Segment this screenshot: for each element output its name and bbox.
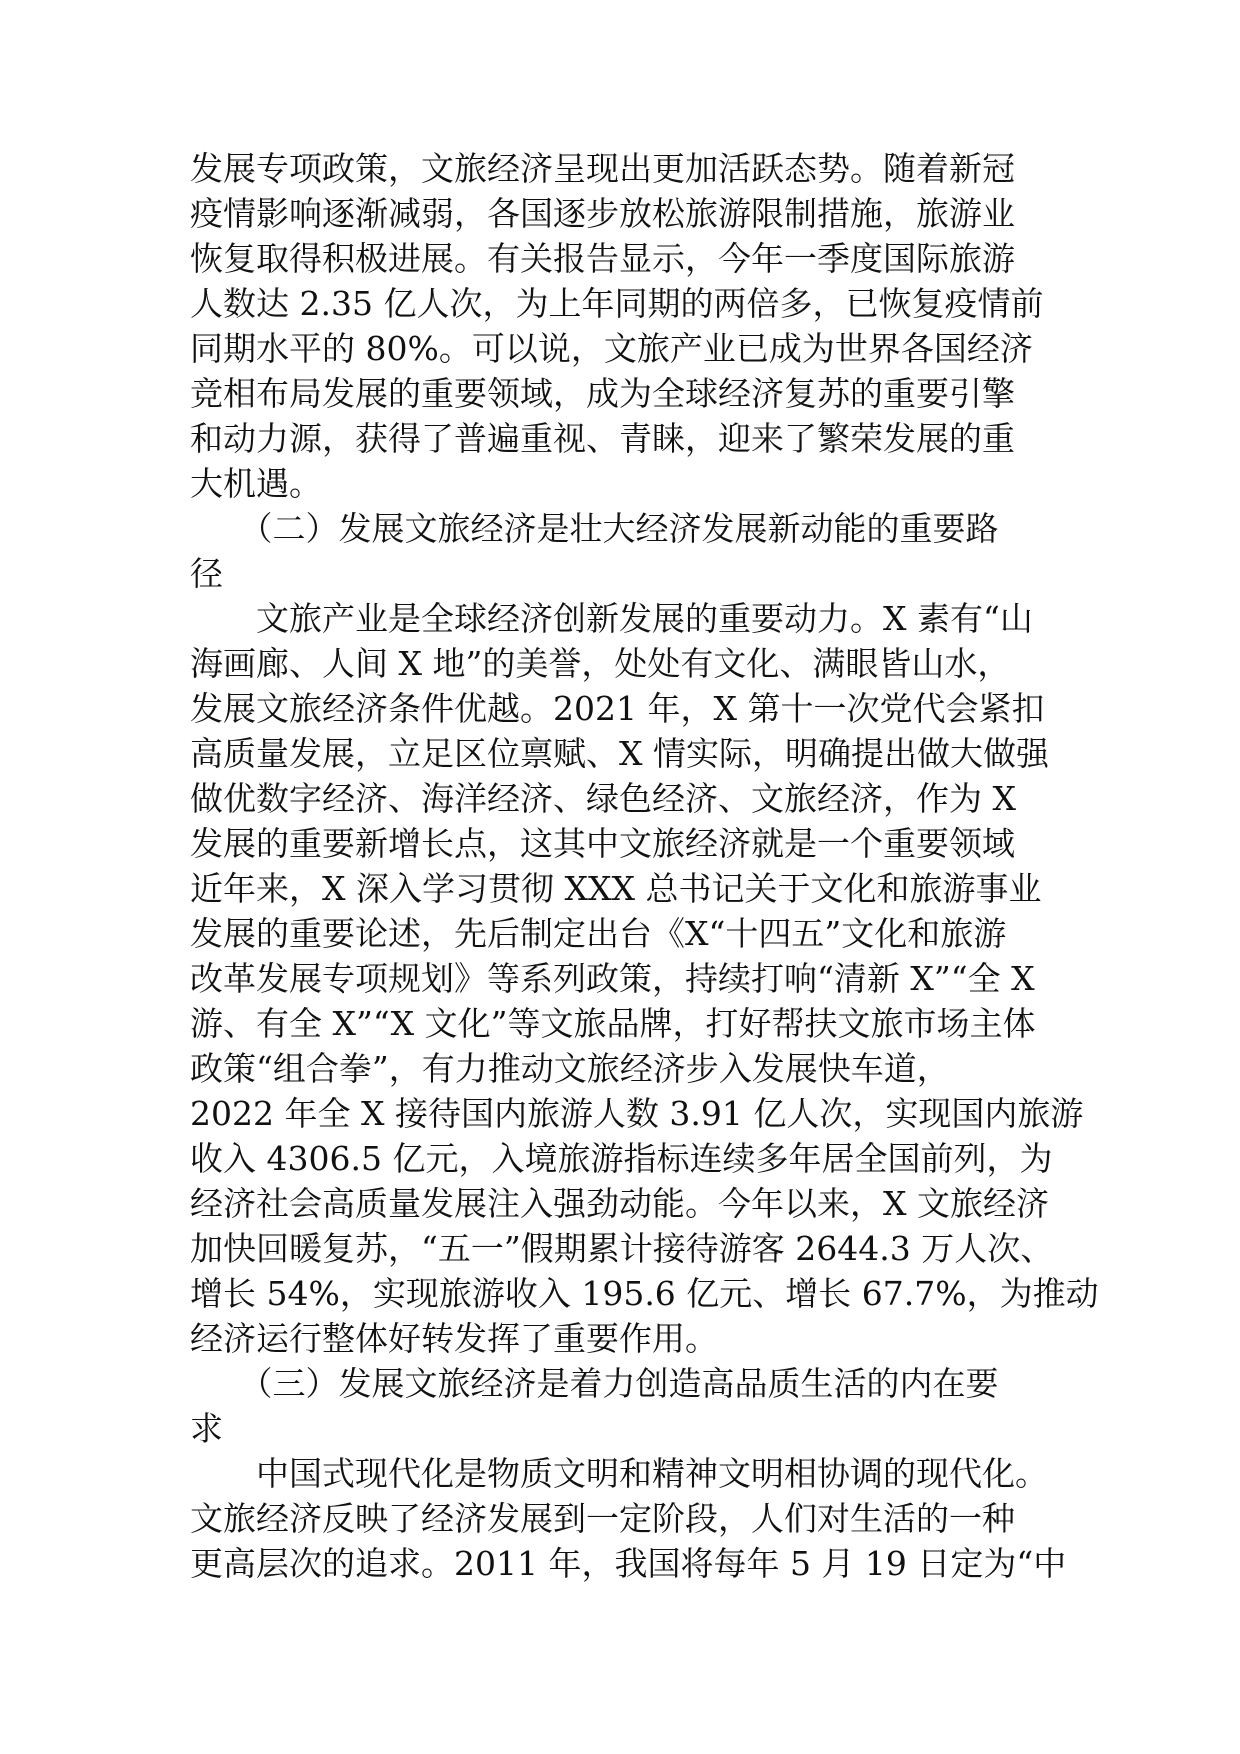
text-line: 同期水平的 80%。可以说，文旅产业已成为世界各国经济	[190, 329, 1033, 368]
text-line: 增长 54%，实现旅游收入 195.6 亿元、增长 67.7%，为推动	[190, 1274, 1099, 1313]
section-heading: 径	[190, 554, 223, 593]
text-line: 收入 4306.5 亿元，入境旅游指标连续多年居全国前列，为	[190, 1139, 1053, 1178]
text-line: 更高层次的追求。2011 年，我国将每年 5 月 19 日定为“中	[190, 1544, 1067, 1583]
text-line: 人数达 2.35 亿人次，为上年同期的两倍多，已恢复疫情前	[190, 284, 1044, 323]
text-line: 加快回暖复苏，“五一”假期累计接待游客 2644.3 万人次、	[190, 1229, 1054, 1268]
text-line: 经济社会高质量发展注入强劲动能。今年以来，X 文旅经济	[190, 1184, 1049, 1223]
text-line: 游、有全 X”“X 文化”等文旅品牌，打好帮扶文旅市场主体	[190, 1004, 1036, 1043]
text-line: 改革发展专项规划》等系列政策，持续打响“清新 X”“全 X	[190, 959, 1035, 998]
text-line: 中国式现代化是物质文明和精神文明相协调的现代化。	[190, 1454, 1048, 1493]
section-heading: （三）发展文旅经济是着力创造高品质生活的内在要	[190, 1364, 999, 1403]
document-page	[190, 146, 1099, 1586]
section-heading: （二）发展文旅经济是壮大经济发展新动能的重要路	[190, 509, 999, 548]
text-line: 文旅产业是全球经济创新发展的重要动力。X 素有“山	[190, 599, 1033, 638]
text-line: 经济运行整体好转发挥了重要作用。	[190, 1319, 718, 1358]
text-line: 政策“组合拳”，有力推动文旅经济步入发展快车道，	[190, 1049, 950, 1088]
text-line: 2022 年全 X 接待国内旅游人数 3.91 亿人次，实现国内旅游	[190, 1094, 1084, 1133]
text-line: 竞相布局发展的重要领域，成为全球经济复苏的重要引擎	[190, 374, 1015, 413]
text-line: 近年来，X 深入学习贯彻 XXX 总书记关于文化和旅游事业	[190, 869, 1042, 908]
text-line: 疫情影响逐渐减弱，各国逐步放松旅游限制措施，旅游业	[190, 194, 1015, 233]
text-line: 发展文旅经济条件优越。2021 年，X 第十一次党代会紧扣	[190, 689, 1045, 728]
text-line: 发展专项政策，文旅经济呈现出更加活跃态势。随着新冠	[190, 149, 1015, 188]
text-line: 恢复取得积极进展。有关报告显示，今年一季度国际旅游	[190, 239, 1015, 278]
text-line: 文旅经济反映了经济发展到一定阶段，人们对生活的一种	[190, 1499, 1015, 1538]
section-heading: 求	[190, 1409, 223, 1448]
text-line: 发展的重要新增长点，这其中文旅经济就是一个重要领域	[190, 824, 1015, 863]
text-line: 海画廊、人间 X 地”的美誉，处处有文化、满眼皆山水，	[190, 644, 1011, 683]
text-line: 高质量发展，立足区位禀赋、X 情实际，明确提出做大做强	[190, 734, 1049, 773]
text-line: 大机遇。	[190, 464, 322, 503]
text-line: 发展的重要论述，先后制定出台《X“十四五”文化和旅游	[190, 914, 1007, 953]
text-line: 和动力源，获得了普遍重视、青睐，迎来了繁荣发展的重	[190, 419, 1015, 458]
text-line: 做优数字经济、海洋经济、绿色经济、文旅经济，作为 X	[190, 779, 1016, 818]
